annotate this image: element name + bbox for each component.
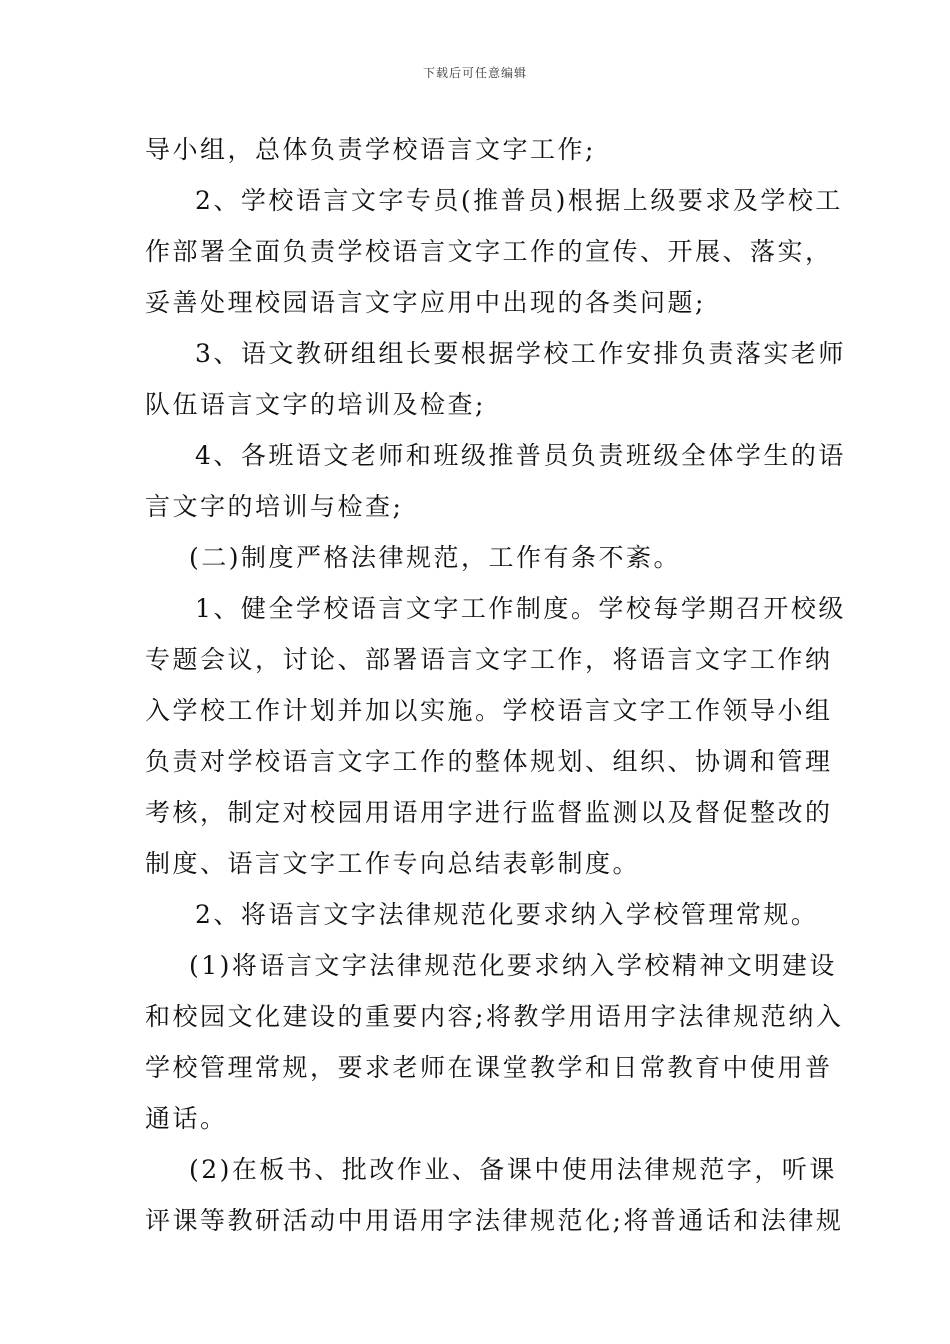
text-line: (2)在板书、批改作业、备课中使用法律规范字，听课 (189, 1155, 837, 1184)
text-line: 4、各班语文老师和班级推普员负责班级全体学生的语 (195, 441, 846, 470)
text-line: 3、语文教研组组长要根据学校工作安排负责落实老师 (195, 339, 846, 368)
text-line: 负责对学校语言文字工作的整体规划、组织、协调和管理 (145, 747, 833, 776)
text-line: 专题会议，讨论、部署语言文字工作，将语言文字工作纳 (145, 645, 833, 674)
page-header: 下载后可任意编辑 (422, 66, 527, 80)
text-line: 妥善处理校园语言文字应用中出现的各类问题; (145, 288, 706, 317)
text-line: 考核，制定对校园用语用字进行监督监测以及督促整改的 (145, 798, 833, 827)
text-line: 2、将语言文字法律规范化要求纳入学校管理常规。 (195, 900, 819, 929)
text-line: 作部署全面负责学校语言文字工作的宣传、开展、落实， (145, 237, 833, 266)
text-line: 2、学校语言文字专员(推普员)根据上级要求及学校工 (195, 186, 843, 215)
text-line: 和校园文化建设的重要内容;将教学用语用字法律规范纳入 (145, 1002, 844, 1031)
text-line: 制度、语言文字工作专向总结表彰制度。 (145, 849, 641, 878)
text-line: 学校管理常规，要求老师在课堂教学和日常教育中使用普 (145, 1053, 833, 1082)
document-body (145, 124, 846, 1246)
text-line: 言文字的培训与检查; (145, 492, 404, 521)
text-line: 导小组，总体负责学校语言文字工作; (145, 135, 596, 164)
text-line: 1、健全学校语言文字工作制度。学校每学期召开校级 (195, 594, 846, 623)
text-line: 通话。 (145, 1104, 228, 1133)
section-heading: (二)制度严格法律规范，工作有条不紊。 (189, 543, 682, 572)
text-line: 队伍语言文字的培训及检查; (145, 390, 486, 419)
text-line: 评课等教研活动中用语用字法律规范化;将普通话和法律规 (145, 1206, 844, 1235)
text-line: (1)将语言文字法律规范化要求纳入学校精神文明建设 (189, 951, 837, 980)
text-line: 入学校工作计划并加以实施。学校语言文字工作领导小组 (145, 696, 833, 725)
